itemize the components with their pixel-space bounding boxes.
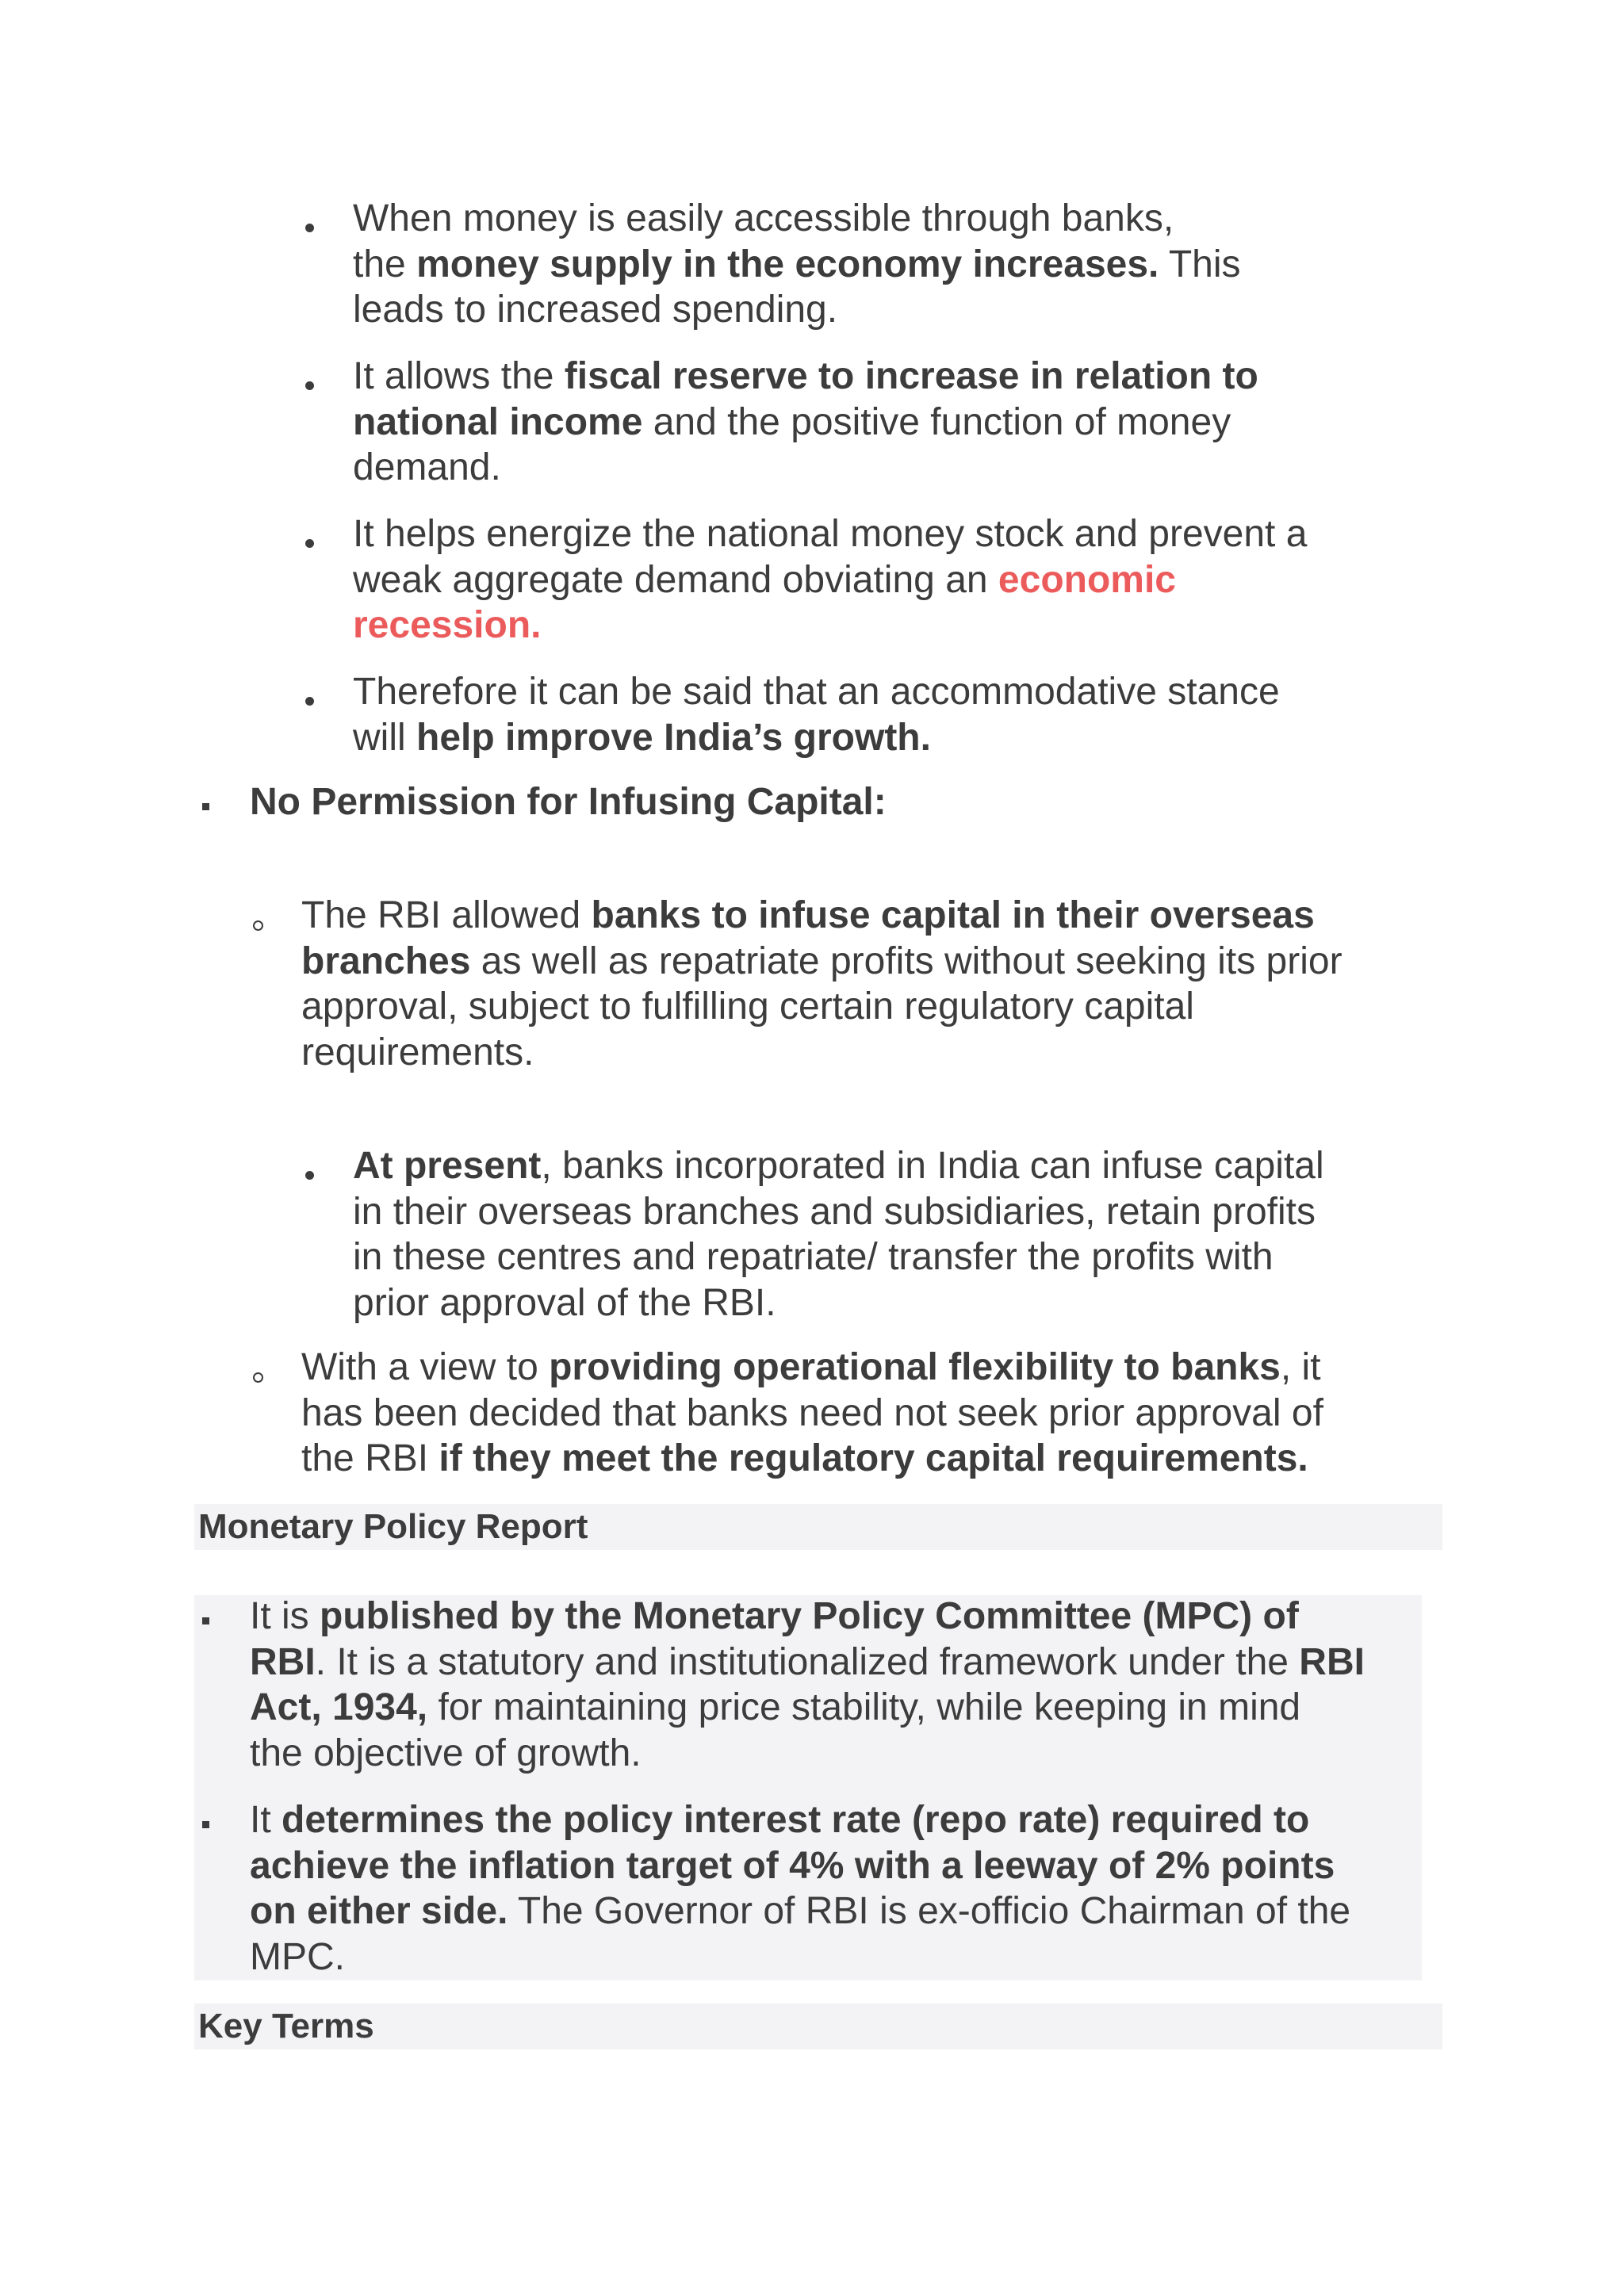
bullet-disc — [305, 224, 314, 232]
text-run: approval, subject to fulfilling certain regulatory capital — [301, 985, 1194, 1027]
bold-text: achieve the inflation target of 4% with a leeway of 2% points — [250, 1844, 1335, 1887]
text-run: It — [250, 1799, 282, 1841]
bold-text: help improve India’s growth. — [416, 716, 931, 759]
text-run: , it — [1280, 1346, 1321, 1388]
text-run: Therefore it can be said that an accommodative stance — [353, 671, 1280, 713]
mpr-bullet-paragraph — [250, 1594, 1439, 1776]
text-run: The RBI allowed — [301, 894, 592, 936]
bullet-paragraph — [353, 196, 1542, 333]
bullet-paragraph — [353, 1143, 1542, 1326]
bullet-disc — [305, 539, 314, 548]
bold-text: banks to infuse capital in their overseas — [591, 894, 1315, 936]
bullet-disc — [305, 381, 314, 390]
text-run: It allows the — [353, 355, 565, 397]
text-run: has been decided that banks need not seek prior approval of — [301, 1391, 1323, 1434]
bold-text: money supply in the economy increases. — [416, 243, 1159, 285]
mpr-bullet-paragraph — [250, 1797, 1439, 1980]
bold-text: fiscal reserve to increase in relation to — [564, 355, 1258, 397]
bullet-square — [202, 803, 209, 810]
text-run: It is — [250, 1595, 320, 1637]
text-run: the objective of growth. — [250, 1732, 642, 1774]
text-run: prior approval of the RBI. — [353, 1281, 776, 1324]
bold-text: determines the policy interest rate (repo rate) required to — [282, 1799, 1310, 1841]
sub-bullet-paragraph — [301, 1345, 1538, 1482]
sub-bullet-paragraph — [301, 893, 1538, 1075]
bullet-square — [202, 1821, 209, 1828]
text-run: , banks incorporated in India can infuse capital — [541, 1145, 1324, 1187]
heading-monetary-policy-report: Monetary Policy Report — [198, 1507, 588, 1546]
text-run: With a view to — [301, 1346, 550, 1388]
bold-text: if they meet the regulatory capital requirements. — [439, 1437, 1308, 1479]
bullet-square — [202, 1617, 209, 1624]
bold-text: providing operational flexibility to banks — [549, 1346, 1281, 1388]
section-title-no-permission: No Permission for Infusing Capital: — [250, 781, 887, 823]
text-run: for maintaining price stability, while keeping in mind — [427, 1686, 1301, 1728]
text-run: This — [1159, 243, 1241, 285]
bullet-paragraph — [353, 669, 1542, 760]
text-run: as well as repatriate profits without seeking its prior — [470, 939, 1342, 982]
text-run: will — [353, 716, 416, 759]
text-run: in their overseas branches and subsidiaries, retain profits — [353, 1190, 1316, 1233]
bullet-paragraph — [353, 511, 1542, 649]
text-run: demand. — [353, 446, 501, 488]
text-run: the — [353, 243, 417, 285]
text-run: When money is easily accessible through banks, — [353, 197, 1174, 239]
text-run: requirements. — [301, 1031, 534, 1073]
bullet-circle — [253, 920, 263, 931]
bullet-disc — [305, 697, 314, 706]
text-run: It helps energize the national money stock and prevent a — [353, 513, 1308, 555]
bold-text: on either side. — [250, 1890, 508, 1932]
bold-text: branches — [301, 939, 471, 982]
heading-band — [194, 2003, 1442, 2049]
bold-text: At present — [353, 1145, 542, 1187]
text-run: MPC. — [250, 1935, 345, 1978]
highlight-text: economic — [998, 558, 1176, 601]
bold-text: national income — [353, 400, 643, 443]
text-run: in these centres and repatriate/ transfer the profits with — [353, 1236, 1274, 1278]
bold-text: RBI — [250, 1640, 316, 1683]
bold-text: published by the Monetary Policy Committee (MPC) of — [320, 1595, 1299, 1637]
text-run: leads to increased spending. — [353, 289, 838, 331]
heading-key-terms: Key Terms — [198, 2007, 374, 2045]
bullet-paragraph — [353, 354, 1542, 491]
bullet-circle — [253, 1372, 263, 1383]
text-run: The Governor of RBI is ex-officio Chairman of the — [508, 1890, 1351, 1932]
highlight-text: recession. — [353, 604, 542, 646]
text-run: . It is a statutory and institutionalized framework under the — [315, 1640, 1300, 1683]
bold-text: Act, 1934, — [250, 1686, 428, 1728]
text-run: weak aggregate demand obviating an — [353, 558, 998, 601]
text-run: and the positive function of money — [642, 400, 1231, 443]
bold-text: RBI — [1299, 1640, 1365, 1683]
bullet-disc — [305, 1171, 314, 1180]
text-run: the RBI — [301, 1437, 439, 1479]
